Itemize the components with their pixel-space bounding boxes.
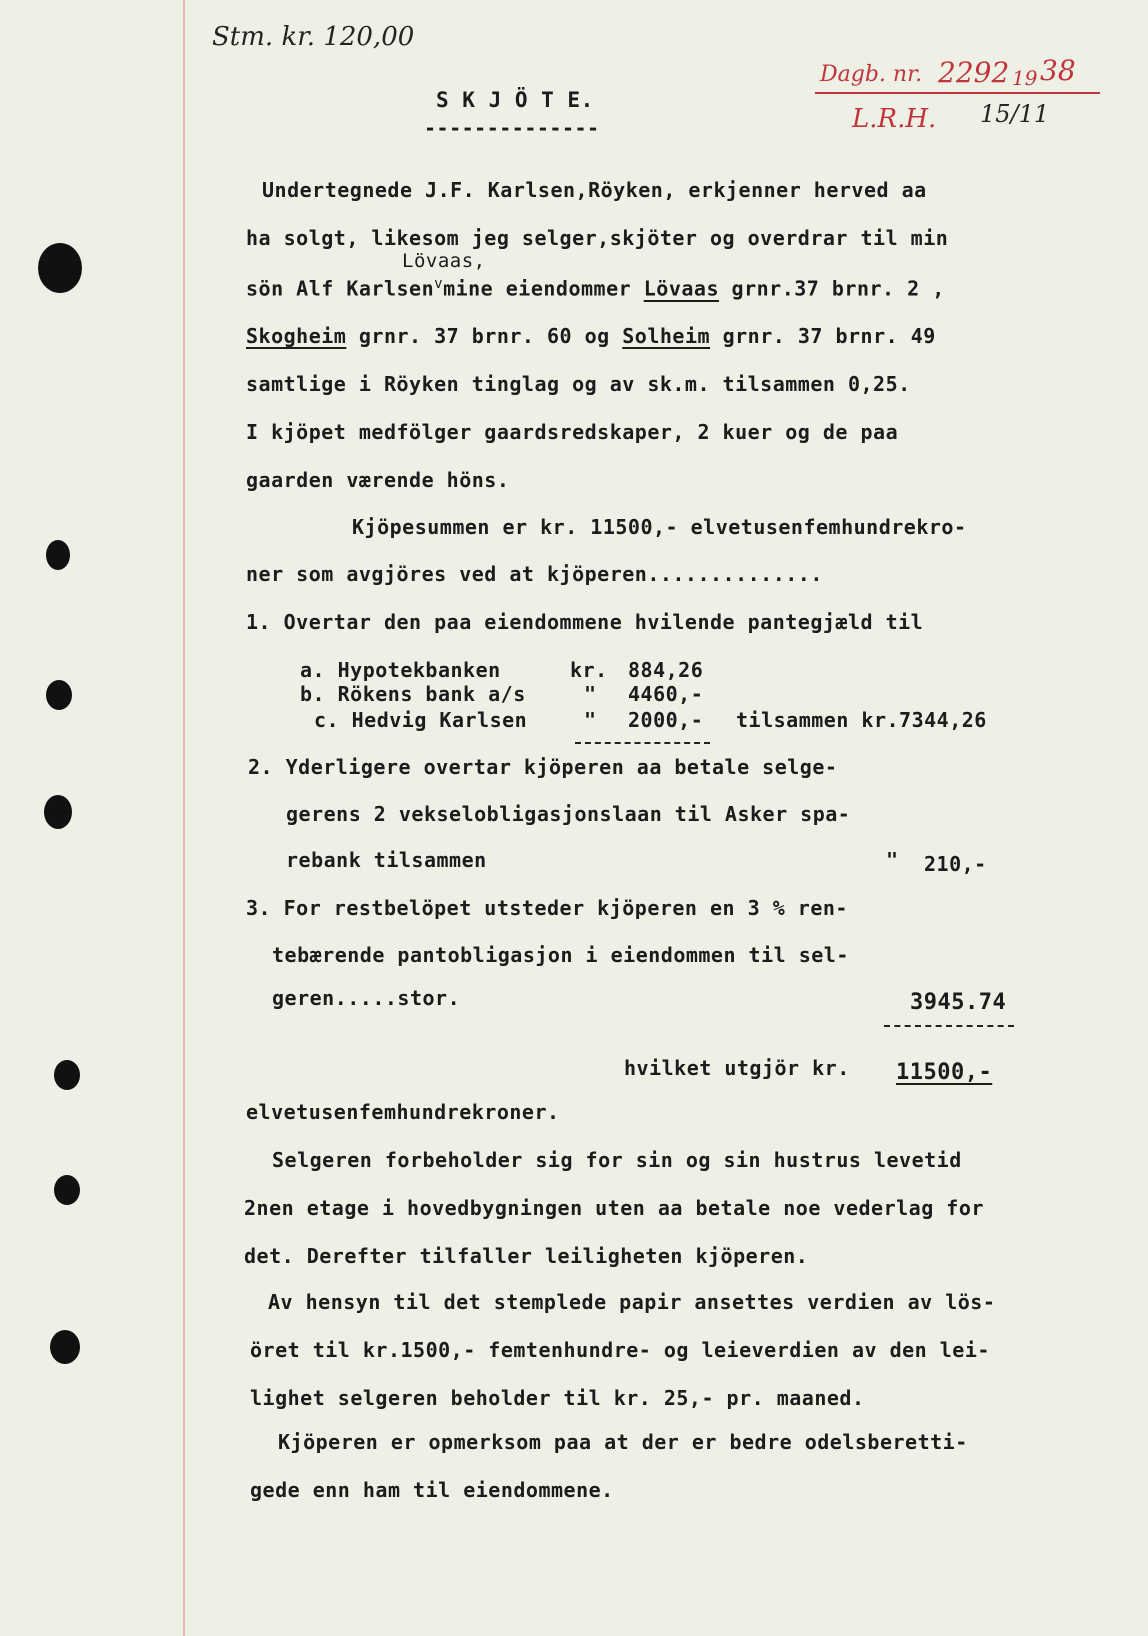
item2-unit: " xyxy=(886,848,899,872)
item2-line3: rebank tilsammen xyxy=(286,848,487,872)
year-prefix: 19 xyxy=(1012,66,1038,90)
para4-line1: Av hensyn til det stemplede papir ansettes verdien av lös- xyxy=(268,1290,996,1314)
property-name-solheim: Solheim xyxy=(622,324,711,348)
para5-line2: gede enn ham til eiendommene. xyxy=(250,1478,614,1502)
para1-line3 xyxy=(246,276,945,301)
item1-row-c-amount: 2000,- xyxy=(628,708,704,732)
item1-row-a-amount: 884,26 xyxy=(628,658,704,682)
item1-sum-rule xyxy=(575,742,710,744)
item2-line1: 2. Yderligere overtar kjöperen aa betale selge- xyxy=(248,755,838,779)
para2-line2: ner som avgjöres ved at kjöperen.............. xyxy=(246,562,823,586)
para1-line4-end: grnr. 37 brnr. 49 xyxy=(722,324,936,348)
item1-row-c-unit: " xyxy=(584,708,597,732)
year-suffix: 38 xyxy=(1040,54,1076,87)
item2-amount: 210,- xyxy=(924,852,987,876)
item1-row-b-unit: " xyxy=(584,682,597,706)
para1-line5: samtlige i Röyken tinglag og av sk.m. tilsammen 0,25. xyxy=(246,372,911,396)
sum-words: elvetusenfemhundrekroner. xyxy=(246,1100,560,1124)
para1-line4 xyxy=(246,324,936,348)
para1-line6: I kjöpet medfölger gaardsredskaper, 2 kuer og de paa xyxy=(246,420,899,444)
margin-line xyxy=(183,0,185,1636)
para1-line7: gaarden værende höns. xyxy=(246,468,510,492)
item1-row-b-amount: 4460,- xyxy=(628,682,704,706)
para1-line3-mid: mine eiendommer xyxy=(443,276,632,301)
para1-insertion: Lövaas, xyxy=(402,250,486,272)
title-rule: -------------- xyxy=(424,116,600,140)
para4-line3: lighet selgeren beholder til kr. 25,- pr. maaned. xyxy=(250,1386,865,1410)
item3-sum-rule xyxy=(884,1025,1014,1027)
caret-mark: v xyxy=(434,276,444,292)
para2-line1: Kjöpesummen er kr. 11500,- elvetusenfemhundrekro- xyxy=(352,515,967,539)
para1-line3-end: grnr.37 brnr. 2 , xyxy=(731,276,945,301)
item3-line3: geren.....stor. xyxy=(272,986,461,1010)
dagbok-underline xyxy=(815,92,1100,94)
dagbok-label: Dagb. nr. xyxy=(820,62,923,87)
item1-line1: 1. Overtar den paa eiendommene hvilende pantegjæld til xyxy=(246,610,924,634)
property-name-lovaas: Lövaas xyxy=(643,276,719,301)
para4-line2: öret til kr.1500,- femtenhundre- og leieverdien av den lei- xyxy=(250,1338,990,1362)
para3-line3: det. Derefter tilfaller leiligheten kjöperen. xyxy=(244,1244,809,1268)
item3-line1: 3. For restbelöpet utsteder kjöperen en 3 % ren- xyxy=(246,896,848,920)
item3-line2: tebærende pantobligasjon i eiendommen til sel- xyxy=(272,943,849,967)
sum-amount: 11500,- xyxy=(896,1060,993,1085)
punch-hole-2 xyxy=(46,540,70,570)
property-name-skogheim: Skogheim xyxy=(246,324,347,348)
punch-hole-7 xyxy=(50,1330,80,1364)
stamp-fee: Stm. kr. 120,00 xyxy=(212,22,415,52)
item1-row-c-label: c. Hedvig Karlsen xyxy=(314,708,528,732)
punch-hole-4 xyxy=(44,795,72,829)
item1-row-a-label: a. Hypotekbanken xyxy=(300,658,501,682)
sum-text: hvilket utgjör kr. xyxy=(624,1056,850,1080)
document-title: S K J Ö T E. xyxy=(436,88,594,112)
punch-hole-6 xyxy=(54,1175,80,1205)
para5-line1: Kjöperen er opmerksom paa at der er bedre odelsberetti- xyxy=(278,1430,968,1454)
para3-line2: 2nen etage i hovedbygningen uten aa betale noe vederlag for xyxy=(244,1196,984,1220)
para1-line4-mid: grnr. 37 brnr. 60 og xyxy=(358,324,610,348)
item3-amount: 3945.74 xyxy=(910,990,1007,1015)
punch-hole-1 xyxy=(38,243,82,293)
para3-line1: Selgeren forbeholder sig for sin og sin hustrus levetid xyxy=(272,1148,962,1172)
punch-hole-3 xyxy=(46,680,72,710)
item2-line2: gerens 2 vekselobligasjonslaan til Asker spa- xyxy=(286,802,851,826)
para1-line1: Undertegnede J.F. Karlsen,Röyken, erkjenner herved aa xyxy=(262,178,927,202)
para1-line3-start: sön Alf Karlsen xyxy=(246,276,435,301)
punch-hole-5 xyxy=(54,1060,80,1090)
dagbok-number: 2292 xyxy=(938,56,1010,89)
registration-date: 15/11 xyxy=(980,100,1050,128)
para1-line2: ha solgt, likesom jeg selger,skjöter og overdrar til min xyxy=(246,226,949,250)
item1-row-a-unit: kr. xyxy=(570,658,608,682)
item1-row-b-label: b. Rökens bank a/s xyxy=(300,682,526,706)
initials: L.R.H. xyxy=(852,104,937,134)
item1-total: tilsammen kr.7344,26 xyxy=(736,708,987,732)
